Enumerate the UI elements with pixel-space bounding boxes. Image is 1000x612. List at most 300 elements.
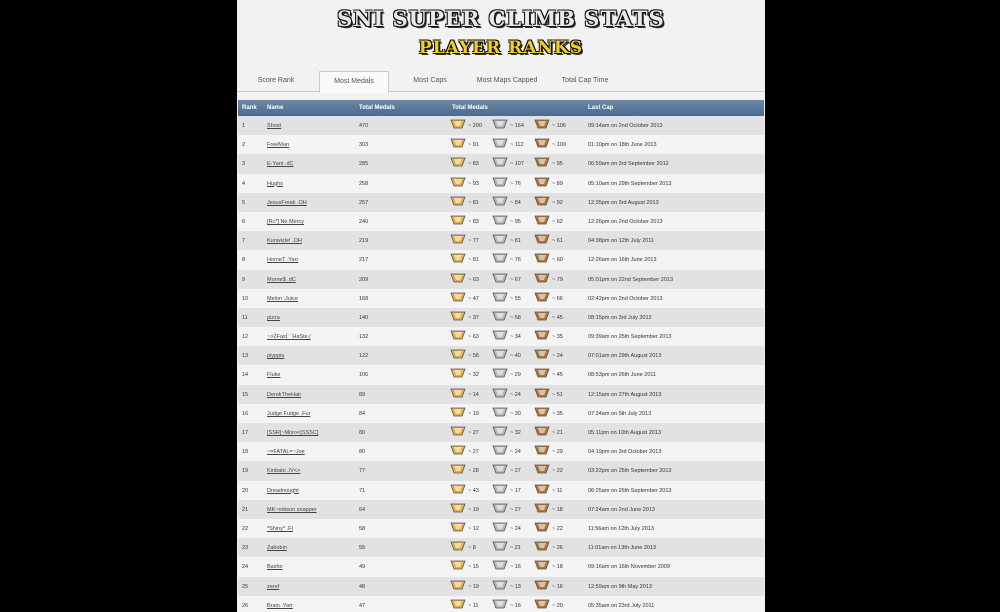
silver-medal-icon — [492, 484, 508, 494]
bronze-count: ~ 79 — [552, 276, 563, 283]
rank-cell: 14 — [242, 372, 249, 379]
silver-medal-icon — [492, 580, 508, 590]
total-medals-cell: 49 — [359, 564, 366, 571]
bronze-count: ~ 45 — [552, 372, 563, 379]
bronze-medal-group — [534, 560, 574, 572]
gold-medal-group — [450, 541, 490, 553]
silver-medal-icon — [492, 368, 508, 378]
total-medals-cell: 80 — [359, 449, 366, 456]
table-row — [238, 212, 764, 231]
bronze-medal-icon — [534, 484, 550, 494]
rank-cell: 21 — [242, 506, 249, 513]
player-name-link[interactable]: FreeMan — [267, 142, 290, 149]
bronze-count: ~ 106 — [552, 123, 566, 129]
rank-cell: 17 — [242, 430, 249, 436]
gold-medal-icon — [450, 426, 466, 436]
table-row — [238, 500, 764, 519]
player-name-link[interactable]: Kinbato ./V<> — [267, 468, 301, 475]
bronze-medal-group — [534, 253, 574, 265]
gold-medal-group — [450, 349, 490, 361]
total-medals-cell: 132 — [359, 334, 369, 341]
player-name-link[interactable]: E-Yant .dC — [267, 161, 294, 168]
rank-cell: 1 — [242, 123, 246, 129]
silver-medal-group — [492, 388, 532, 400]
table-row — [238, 538, 764, 557]
silver-count: ~ 34 — [510, 334, 521, 341]
gold-medal-icon — [450, 138, 466, 148]
silver-count: ~ 32 — [510, 430, 521, 436]
gold-medal-group — [450, 368, 490, 380]
gold-medal-group — [450, 157, 490, 169]
gold-count: ~ 81 — [468, 257, 479, 264]
gold-count: ~ 81 — [468, 199, 479, 206]
table-row — [238, 461, 764, 480]
player-name-link[interactable]: zeref — [267, 583, 280, 590]
gold-count: ~ 93 — [468, 180, 479, 187]
silver-count: ~ 76 — [510, 180, 521, 187]
gold-medal-icon — [450, 215, 466, 225]
bronze-medal-group — [534, 349, 574, 361]
bronze-count: ~ 26 — [552, 545, 563, 552]
total-medals-cell: 217 — [359, 257, 369, 264]
silver-medal-icon — [492, 522, 508, 532]
last-cap-cell: 09:16am on 16th November 2009 — [588, 564, 670, 571]
silver-count: ~ 76 — [510, 257, 521, 264]
tab-total-cap-time[interactable]: Total Cap Time — [561, 77, 609, 84]
player-name-link[interactable]: Hughs — [267, 180, 283, 187]
player-name-link[interactable]: Shost — [267, 123, 282, 129]
silver-medal-group — [492, 426, 532, 438]
gold-medal-group — [450, 522, 490, 534]
bronze-count: ~ 51 — [552, 391, 563, 398]
player-name-link[interactable]: Basho — [267, 564, 283, 571]
gold-medal-icon — [450, 368, 466, 378]
last-cap-cell: 08:53pm on 26th June 2011 — [588, 372, 657, 379]
silver-medal-icon — [492, 177, 508, 187]
gold-medal-icon — [450, 580, 466, 590]
total-medals-cell: 258 — [359, 180, 369, 187]
bronze-medal-icon — [534, 292, 550, 302]
gold-count: ~ 43 — [468, 487, 479, 494]
silver-medal-group — [492, 196, 532, 208]
silver-medal-icon — [492, 311, 508, 321]
gold-medal-icon — [450, 599, 466, 609]
gold-medal-icon — [450, 541, 466, 551]
silver-count: ~ 84 — [510, 199, 521, 206]
gold-count: ~ 63 — [468, 334, 479, 341]
total-medals-cell: 470 — [359, 123, 369, 129]
player-name-link[interactable]: DerekTheHair — [267, 391, 302, 398]
table-row — [238, 346, 764, 365]
silver-medal-icon — [492, 407, 508, 417]
silver-count: ~ 29 — [510, 372, 521, 379]
silver-medal-group — [492, 445, 532, 457]
player-name-link[interactable]: ~=FATAL=~Joe — [267, 449, 305, 456]
silver-count: ~ 95 — [510, 218, 521, 225]
bronze-medal-icon — [534, 503, 550, 513]
last-cap-cell: 05:10am on 29th September 2013 — [588, 180, 672, 187]
silver-count: ~ 81 — [510, 238, 521, 245]
bronze-medal-icon — [534, 157, 550, 167]
bronze-count: ~ 18 — [552, 506, 563, 513]
rank-cell: 5 — [242, 199, 246, 206]
player-name-link[interactable]: Kunwizle! .OH — [267, 238, 302, 245]
gold-medal-group — [450, 407, 490, 419]
bronze-medal-group — [534, 580, 574, 592]
total-medals-cell: 47 — [359, 602, 366, 609]
bronze-count: ~ 92 — [552, 199, 563, 206]
gold-count: ~ 91 — [468, 142, 479, 149]
total-medals-cell: 55 — [359, 545, 366, 552]
bronze-medal-icon — [534, 445, 550, 455]
silver-medal-icon — [492, 349, 508, 359]
silver-medal-group — [492, 522, 532, 534]
bronze-medal-group — [534, 177, 574, 189]
silver-medal-icon — [492, 599, 508, 609]
last-cap-cell: 08:15pm on 3rd July 2012 — [588, 314, 652, 321]
bronze-medal-icon — [534, 119, 550, 129]
gold-medal-group — [450, 215, 490, 227]
total-medals-cell: 219 — [359, 238, 369, 245]
bronze-medal-group — [534, 273, 574, 285]
bronze-medal-group — [534, 311, 574, 323]
bronze-medal-icon — [534, 330, 550, 340]
tab-most-maps-capped[interactable]: Most Maps Capped — [476, 77, 538, 84]
gold-medal-icon — [450, 484, 466, 494]
gold-count: ~ 14 — [468, 391, 479, 398]
last-cap-cell: 01:10pm on 18th June 2013 — [588, 142, 657, 149]
silver-medal-group — [492, 119, 532, 131]
last-cap-cell: 12:15am on 27th August 2013 — [588, 391, 662, 398]
bronze-medal-icon — [534, 599, 550, 609]
total-medals-cell: 122 — [359, 353, 369, 360]
bronze-medal-icon — [534, 426, 550, 436]
rank-cell: 16 — [242, 410, 249, 417]
silver-count: ~ 164 — [510, 123, 524, 129]
gold-medal-icon — [450, 157, 466, 167]
player-name-link[interactable]: Judge Fudge .Fur — [267, 410, 311, 417]
gold-count: ~ 12 — [468, 525, 479, 532]
gold-count: ~ 28 — [468, 468, 479, 475]
last-cap-cell: 07:24am on 2nd June 2013 — [588, 506, 655, 513]
silver-medal-group — [492, 234, 532, 246]
last-cap-cell: 03:22pm on 25th September 2013 — [588, 468, 672, 475]
col-medals-header[interactable]: Total Medals — [452, 105, 488, 111]
gold-count: ~ 37 — [468, 314, 479, 321]
player-name-link[interactable]: *Shiny* .FI — [267, 525, 293, 532]
bronze-medal-group — [534, 330, 574, 342]
gold-count: ~ 19 — [468, 410, 479, 417]
table-row — [238, 231, 764, 250]
gold-count: ~ 83 — [468, 218, 479, 225]
silver-medal-group — [492, 311, 532, 323]
bronze-count: ~ 66 — [552, 295, 563, 302]
player-name-link[interactable]: [Rc*] No Mercy — [267, 218, 304, 225]
player-name-link[interactable]: Dreadnought — [267, 487, 299, 494]
col-rank-header[interactable]: Rank — [242, 105, 257, 111]
table-row — [238, 270, 764, 289]
rank-cell: 23 — [242, 545, 249, 552]
silver-count: ~ 16 — [510, 564, 521, 571]
bronze-medal-icon — [534, 522, 550, 532]
ranks-table — [238, 100, 764, 612]
gold-medal-group — [450, 177, 490, 189]
total-medals-cell: 257 — [359, 199, 369, 206]
bronze-count: ~ 22 — [552, 468, 563, 475]
silver-count: ~ 24 — [510, 525, 521, 532]
silver-medal-group — [492, 484, 532, 496]
silver-medal-group — [492, 580, 532, 592]
bronze-count: ~ 35 — [552, 410, 563, 417]
table-row — [238, 289, 764, 308]
gold-medal-group — [450, 599, 490, 611]
silver-medal-icon — [492, 157, 508, 167]
table-row — [238, 308, 764, 327]
gold-medal-group — [450, 426, 490, 438]
last-cap-cell: 06:59am on 3rd September 2012 — [588, 161, 669, 168]
tab-most-caps[interactable]: Most Caps — [413, 77, 447, 84]
rank-cell: 26 — [242, 602, 249, 609]
gold-medal-group — [450, 273, 490, 285]
rank-cell: 15 — [242, 391, 249, 398]
bronze-medal-icon — [534, 580, 550, 590]
player-name-link[interactable]: [SSR]~Moro<[SSSC] — [267, 430, 319, 436]
table-row — [238, 365, 764, 384]
bronze-count: ~ 95 — [552, 161, 563, 168]
silver-count: ~ 27 — [510, 506, 521, 513]
silver-medal-icon — [492, 119, 508, 129]
bronze-medal-icon — [534, 177, 550, 187]
total-medals-cell: 64 — [359, 506, 366, 513]
silver-medal-icon — [492, 273, 508, 283]
bronze-medal-group — [534, 215, 574, 227]
table-row — [238, 174, 764, 193]
gold-count: ~ 83 — [468, 161, 479, 168]
player-name-link[interactable]: Fluke — [267, 372, 281, 379]
silver-medal-icon — [492, 215, 508, 225]
bronze-medal-icon — [534, 253, 550, 263]
table-row — [238, 404, 764, 423]
gold-medal-icon — [450, 311, 466, 321]
total-medals-cell: 240 — [359, 218, 369, 225]
gold-medal-group — [450, 292, 490, 304]
table-row — [238, 596, 764, 612]
silver-medal-group — [492, 503, 532, 515]
table-row — [238, 327, 764, 346]
table-row — [238, 250, 764, 269]
player-name-link[interactable]: piyppiu — [267, 353, 285, 360]
player-name-link[interactable]: JesusFreak .OH — [267, 199, 307, 206]
bronze-medal-group — [534, 292, 574, 304]
rank-cell: 10 — [242, 295, 249, 302]
silver-count: ~ 67 — [510, 276, 521, 283]
last-cap-cell: 05:01pm on 22nd September 2013 — [588, 276, 674, 283]
bronze-medal-group — [534, 196, 574, 208]
last-cap-cell: 09:39am on 25th September 2013 — [588, 334, 672, 341]
gold-medal-group — [450, 464, 490, 476]
gold-count: ~ 15 — [468, 564, 479, 571]
last-cap-cell: 11:01am on 13th June 2013 — [588, 545, 657, 552]
gold-medal-group — [450, 138, 490, 150]
table-row — [238, 193, 764, 212]
bronze-medal-icon — [534, 464, 550, 474]
player-name-link[interactable]: MK~robson snapper — [267, 506, 317, 513]
gold-medal-group — [450, 503, 490, 515]
silver-medal-group — [492, 292, 532, 304]
silver-medal-icon — [492, 253, 508, 263]
gold-count: ~ 27 — [468, 449, 479, 456]
gold-medal-icon — [450, 388, 466, 398]
gold-medal-group — [450, 234, 490, 246]
total-medals-cell: 140 — [359, 314, 369, 321]
player-name-link[interactable]: Brain .Yarr — [267, 602, 293, 609]
gold-medal-icon — [450, 522, 466, 532]
gold-medal-group — [450, 560, 490, 572]
silver-medal-group — [492, 368, 532, 380]
bronze-medal-icon — [534, 560, 550, 570]
tab-score-rank[interactable]: Score Rank — [257, 77, 295, 84]
gold-medal-group — [450, 445, 490, 457]
gold-medal-icon — [450, 445, 466, 455]
silver-medal-group — [492, 464, 532, 476]
silver-count: ~ 40 — [510, 353, 521, 360]
col-last-cap-header[interactable]: Last Cap — [588, 105, 614, 111]
last-cap-cell: 06:25am on 26th September 2013 — [588, 487, 672, 494]
bronze-count: ~ 18 — [552, 564, 563, 571]
bronze-medal-group — [534, 388, 574, 400]
tab-most-medals[interactable]: Most Medals — [319, 71, 389, 93]
total-medals-cell: 106 — [359, 372, 369, 379]
player-name-link[interactable]: Melon .Juice — [267, 295, 298, 302]
last-cap-cell: 04:19pm on 3rd October 2013 — [588, 449, 662, 456]
gold-medal-icon — [450, 234, 466, 244]
rank-cell: 2 — [242, 142, 246, 149]
last-cap-cell: 11:56am on 12th July 2013 — [588, 525, 654, 532]
silver-medal-icon — [492, 445, 508, 455]
gold-medal-icon — [450, 503, 466, 513]
bronze-medal-group — [534, 426, 574, 438]
table-row — [238, 385, 764, 404]
last-cap-cell: 05:11pm on 10th August 2013 — [588, 430, 661, 436]
bronze-medal-group — [534, 541, 574, 553]
gold-medal-group — [450, 253, 490, 265]
total-medals-cell: 84 — [359, 410, 366, 417]
rank-cell: 11 — [242, 314, 248, 321]
player-name-link[interactable]: ~>2Fast` `HaSte./ — [267, 334, 311, 341]
last-cap-cell: 09:14am on 2nd October 2013 — [588, 123, 663, 129]
total-medals-cell: 80 — [359, 430, 366, 436]
player-name-link[interactable]: Morne$ .dC — [267, 276, 296, 283]
rank-cell: 3 — [242, 161, 246, 168]
rank-cell: 8 — [242, 257, 246, 264]
silver-count: ~ 27 — [510, 468, 521, 475]
silver-medal-icon — [492, 426, 508, 436]
gold-medal-group — [450, 484, 490, 496]
silver-medal-icon — [492, 234, 508, 244]
col-name-header[interactable]: Name — [267, 105, 284, 111]
last-cap-cell: 07:01am on 29th August 2013 — [588, 353, 662, 360]
bronze-count: ~ 21 — [552, 430, 563, 436]
rank-cell: 6 — [242, 218, 246, 225]
gold-medal-icon — [450, 292, 466, 302]
rank-cell: 22 — [242, 525, 249, 532]
silver-medal-group — [492, 560, 532, 572]
gold-medal-icon — [450, 349, 466, 359]
bronze-medal-group — [534, 119, 574, 131]
silver-count: ~ 112 — [510, 142, 524, 149]
bronze-count: ~ 35 — [552, 334, 563, 341]
silver-medal-group — [492, 157, 532, 169]
bronze-medal-icon — [534, 311, 550, 321]
silver-medal-icon — [492, 503, 508, 513]
gold-medal-icon — [450, 273, 466, 283]
silver-medal-group — [492, 541, 532, 553]
tab-bar — [237, 71, 765, 92]
total-medals-cell: 168 — [359, 295, 369, 302]
silver-count: ~ 24 — [510, 391, 521, 398]
silver-count: ~ 58 — [510, 314, 521, 321]
bronze-count: ~ 16 — [552, 583, 563, 590]
silver-medal-group — [492, 215, 532, 227]
silver-medal-group — [492, 177, 532, 189]
gold-count: ~ 32 — [468, 372, 479, 379]
bronze-count: ~ 29 — [552, 449, 563, 456]
last-cap-cell: 07:34am on 5th July 2013 — [588, 410, 652, 417]
silver-medal-icon — [492, 464, 508, 474]
bronze-count: ~ 20 — [552, 602, 563, 609]
rank-cell: 18 — [242, 449, 249, 456]
page-subtitle: PLAYER RANKS — [418, 38, 584, 58]
rank-cell: 13 — [242, 353, 249, 360]
table-row — [238, 481, 764, 500]
bronze-count: ~ 100 — [552, 142, 566, 149]
player-name-link[interactable]: Zabobin — [267, 545, 287, 552]
bronze-medal-group — [534, 599, 574, 611]
rank-cell: 24 — [242, 564, 249, 571]
bronze-medal-group — [534, 234, 574, 246]
player-name-link[interactable]: pizza — [267, 314, 280, 321]
gold-medal-icon — [450, 464, 466, 474]
bronze-medal-icon — [534, 273, 550, 283]
silver-medal-group — [492, 253, 532, 265]
gold-medal-group — [450, 311, 490, 323]
bronze-count: ~ 60 — [552, 257, 563, 264]
gold-medal-icon — [450, 119, 466, 129]
last-cap-cell: 12:35pm on 3rd August 2013 — [588, 199, 659, 206]
silver-medal-icon — [492, 292, 508, 302]
bronze-medal-group — [534, 138, 574, 150]
last-cap-cell: 04:38pm on 12th July 2011 — [588, 238, 654, 245]
total-medals-cell: 48 — [359, 583, 366, 590]
table-row — [238, 557, 764, 576]
player-name-link[interactable]: HorneT .Yarr — [267, 257, 299, 264]
bronze-count: ~ 24 — [552, 353, 563, 360]
table-row — [238, 423, 764, 442]
silver-count: ~ 21 — [510, 545, 521, 552]
silver-count: ~ 107 — [510, 161, 524, 168]
bronze-medal-group — [534, 157, 574, 169]
col-total-header[interactable]: Total Medals — [359, 105, 395, 111]
gold-count: ~ 27 — [468, 430, 479, 436]
last-cap-cell: 12:26pm on 2nd October 2013 — [588, 218, 663, 225]
last-cap-cell: 12:59am on 9th May 2013 — [588, 583, 652, 590]
rank-cell: 4 — [242, 180, 246, 187]
silver-medal-icon — [492, 541, 508, 551]
bronze-medal-group — [534, 484, 574, 496]
table-row — [238, 442, 764, 461]
total-medals-cell: 58 — [359, 525, 366, 532]
bronze-medal-group — [534, 522, 574, 534]
